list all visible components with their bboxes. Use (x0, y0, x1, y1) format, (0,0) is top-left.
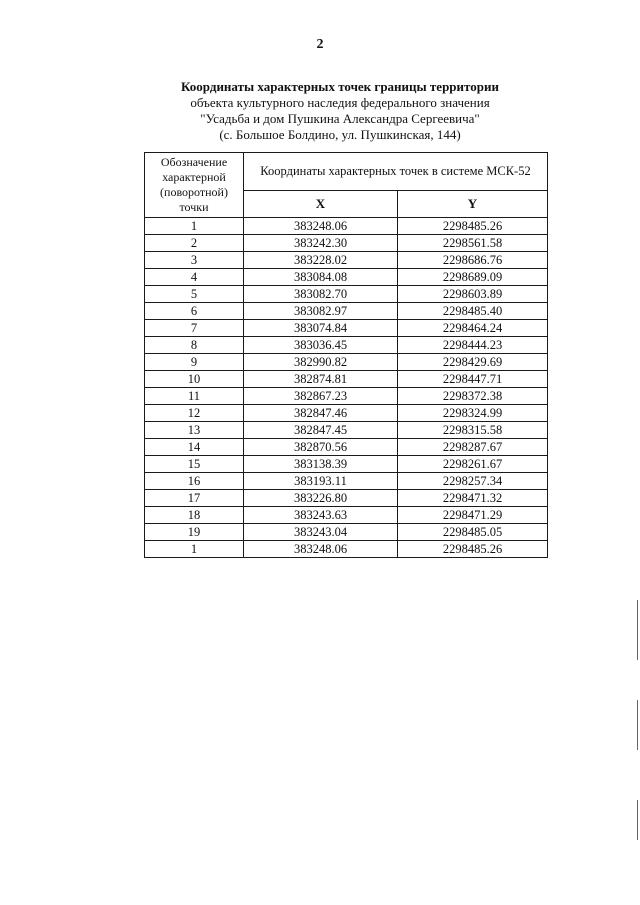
table-row (145, 439, 548, 456)
y-coordinate-cell: 2298257.34 (398, 473, 548, 490)
point-number-cell: 4 (145, 269, 244, 286)
y-coordinate-cell: 2298324.99 (398, 405, 548, 422)
coordinate-system-header: Координаты характерных точек в системе МСК-52 (244, 153, 548, 191)
y-coordinate-cell: 2298471.32 (398, 490, 548, 507)
title-line-4: (с. Большое Болдино, ул. Пушкинская, 144) (219, 127, 461, 142)
point-number-cell: 1 (145, 541, 244, 558)
point-number-cell: 3 (145, 252, 244, 269)
document-title (130, 79, 550, 143)
x-coordinate-cell: 383084.08 (244, 269, 398, 286)
point-number-cell: 6 (145, 303, 244, 320)
point-number-cell: 2 (145, 235, 244, 252)
point-number-cell: 19 (145, 524, 244, 541)
point-number-cell: 16 (145, 473, 244, 490)
table-row (145, 320, 548, 337)
x-coordinate-cell: 383138.39 (244, 456, 398, 473)
table-row (145, 269, 548, 286)
table-row (145, 354, 548, 371)
scan-edge-mark (637, 700, 638, 750)
table-row (145, 490, 548, 507)
x-coordinate-cell: 383228.02 (244, 252, 398, 269)
x-coordinate-cell: 383243.04 (244, 524, 398, 541)
x-coordinate-cell: 383248.06 (244, 541, 398, 558)
title-line-2: объекта культурного наследия федерального значения (190, 95, 490, 110)
x-coordinate-cell: 383226.80 (244, 490, 398, 507)
y-coordinate-cell: 2298429.69 (398, 354, 548, 371)
table-row (145, 371, 548, 388)
x-coordinate-cell: 383074.84 (244, 320, 398, 337)
y-coordinate-cell: 2298603.89 (398, 286, 548, 303)
x-coordinate-cell: 383248.06 (244, 218, 398, 235)
point-number-cell: 9 (145, 354, 244, 371)
point-column-header: Обозначение характерной (поворотной) точки (145, 153, 244, 218)
table-row (145, 456, 548, 473)
table-row (145, 218, 548, 235)
table-row (145, 337, 548, 354)
title-line-3: "Усадьба и дом Пушкина Александра Сергеевича" (200, 111, 480, 126)
x-coordinate-cell: 383243.63 (244, 507, 398, 524)
scan-edge-mark (637, 600, 638, 660)
point-number-cell: 8 (145, 337, 244, 354)
point-number-cell: 15 (145, 456, 244, 473)
point-number-cell: 1 (145, 218, 244, 235)
table-row (145, 507, 548, 524)
y-coordinate-cell: 2298485.26 (398, 541, 548, 558)
y-coordinate-cell: 2298485.40 (398, 303, 548, 320)
point-number-cell: 11 (145, 388, 244, 405)
title-line-1: Координаты характерных точек границы территории (181, 79, 499, 94)
y-coordinate-cell: 2298447.71 (398, 371, 548, 388)
x-coordinate-cell: 383082.70 (244, 286, 398, 303)
point-number-cell: 7 (145, 320, 244, 337)
table-row (145, 303, 548, 320)
x-coordinate-cell: 383036.45 (244, 337, 398, 354)
page-number: 2 (316, 37, 324, 52)
coordinates-table (144, 152, 548, 558)
y-coordinate-cell: 2298372.38 (398, 388, 548, 405)
y-coordinate-cell: 2298287.67 (398, 439, 548, 456)
coordinates-table-body (145, 218, 548, 558)
point-number-cell: 10 (145, 371, 244, 388)
table-row (145, 235, 548, 252)
point-number-cell: 13 (145, 422, 244, 439)
y-coordinate-cell: 2298561.58 (398, 235, 548, 252)
point-number-cell: 17 (145, 490, 244, 507)
table-row (145, 405, 548, 422)
point-number-cell: 5 (145, 286, 244, 303)
point-number-cell: 12 (145, 405, 244, 422)
x-coordinate-cell: 383082.97 (244, 303, 398, 320)
table-row (145, 524, 548, 541)
y-coordinate-cell: 2298471.29 (398, 507, 548, 524)
x-coordinate-cell: 383193.11 (244, 473, 398, 490)
y-coordinate-cell: 2298485.26 (398, 218, 548, 235)
x-coordinate-cell: 383242.30 (244, 235, 398, 252)
x-coordinate-cell: 382870.56 (244, 439, 398, 456)
table-row (145, 286, 548, 303)
point-number-cell: 18 (145, 507, 244, 524)
y-coordinate-cell: 2298689.09 (398, 269, 548, 286)
y-coordinate-cell: 2298315.58 (398, 422, 548, 439)
y-column-header: Y (398, 190, 548, 217)
table-row (145, 252, 548, 269)
table-row (145, 473, 548, 490)
y-coordinate-cell: 2298686.76 (398, 252, 548, 269)
point-number-cell: 14 (145, 439, 244, 456)
y-coordinate-cell: 2298464.24 (398, 320, 548, 337)
table-row (145, 388, 548, 405)
y-coordinate-cell: 2298261.67 (398, 456, 548, 473)
table-row (145, 541, 548, 558)
x-coordinate-cell: 382874.81 (244, 371, 398, 388)
x-coordinate-cell: 382847.45 (244, 422, 398, 439)
y-coordinate-cell: 2298485.05 (398, 524, 548, 541)
y-coordinate-cell: 2298444.23 (398, 337, 548, 354)
x-coordinate-cell: 382847.46 (244, 405, 398, 422)
table-header-row (145, 153, 548, 191)
table-row (145, 422, 548, 439)
x-coordinate-cell: 382990.82 (244, 354, 398, 371)
x-column-header: X (244, 190, 398, 217)
scan-edge-mark (637, 800, 638, 840)
x-coordinate-cell: 382867.23 (244, 388, 398, 405)
